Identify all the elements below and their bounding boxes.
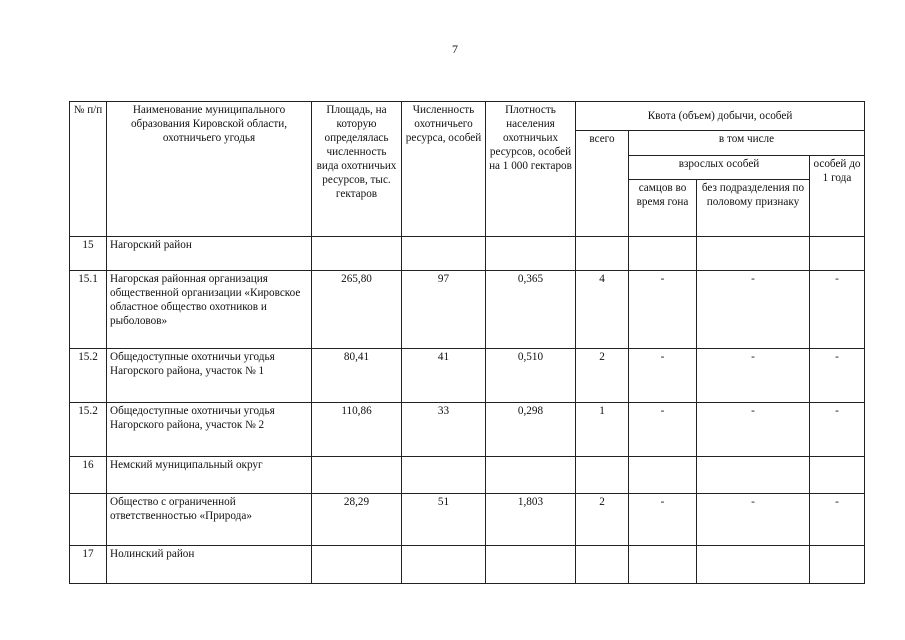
row-density [486, 546, 576, 584]
row-num: 16 [70, 457, 107, 494]
table-row [70, 237, 865, 271]
header-including: в том числе [629, 131, 865, 156]
row-males-rut [629, 237, 697, 271]
row-name: Общедоступные охотничьи угодья Нагорского района, участок № 1 [107, 349, 312, 403]
row-name: Общество с ограниченной ответственностью «Природа» [107, 494, 312, 546]
header-density: Плотность населения охотничьих ресурсов, особей на 1 000 гектаров [486, 102, 576, 237]
row-no-sex: - [697, 494, 810, 546]
header-quota: Квота (объем) добычи, особей [576, 102, 865, 131]
header-total: всего [576, 131, 629, 237]
row-under-one [810, 237, 865, 271]
table-row [70, 546, 865, 584]
header-num: № п/п [70, 102, 107, 237]
row-no-sex: - [697, 349, 810, 403]
row-name: Нагорская районная организация общественной организации «Кировское областное общество охотников и рыболовов» [107, 271, 312, 349]
table-row [70, 457, 865, 494]
row-area: 110,86 [312, 403, 402, 457]
table-row [70, 403, 865, 457]
row-name: Общедоступные охотничьи угодья Нагорского района, участок № 2 [107, 403, 312, 457]
row-num: 15.1 [70, 271, 107, 349]
row-under-one [810, 546, 865, 584]
row-num [70, 494, 107, 546]
row-males-rut: - [629, 271, 697, 349]
table-row [70, 494, 865, 546]
row-density: 0,298 [486, 403, 576, 457]
row-total [576, 237, 629, 271]
row-under-one: - [810, 403, 865, 457]
row-num: 15.2 [70, 403, 107, 457]
row-males-rut: - [629, 349, 697, 403]
row-population: 33 [402, 403, 486, 457]
row-no-sex: - [697, 403, 810, 457]
row-total [576, 457, 629, 494]
row-area: 28,29 [312, 494, 402, 546]
row-total: 2 [576, 349, 629, 403]
row-num: 15.2 [70, 349, 107, 403]
row-total [576, 546, 629, 584]
row-population [402, 237, 486, 271]
row-name: Нагорский район [107, 237, 312, 271]
row-density [486, 457, 576, 494]
row-density: 0,510 [486, 349, 576, 403]
header-males-rut: самцов во время гона [629, 180, 697, 237]
row-no-sex [697, 457, 810, 494]
row-num: 15 [70, 237, 107, 271]
row-name: Нолинский район [107, 546, 312, 584]
row-total: 2 [576, 494, 629, 546]
row-under-one: - [810, 494, 865, 546]
row-name: Немский муниципальный округ [107, 457, 312, 494]
row-males-rut: - [629, 403, 697, 457]
row-area: 265,80 [312, 271, 402, 349]
row-population [402, 457, 486, 494]
row-area: 80,41 [312, 349, 402, 403]
header-population: Численность охотничьего ресурса, особей [402, 102, 486, 237]
row-males-rut [629, 546, 697, 584]
row-under-one [810, 457, 865, 494]
header-adults: взрослых особей [629, 156, 810, 180]
row-total: 4 [576, 271, 629, 349]
row-males-rut [629, 457, 697, 494]
row-under-one: - [810, 271, 865, 349]
row-under-one: - [810, 349, 865, 403]
header-no-sex-division: без подразделения по половому признаку [697, 180, 810, 237]
row-density: 1,803 [486, 494, 576, 546]
row-total: 1 [576, 403, 629, 457]
page-number: 7 [452, 42, 458, 56]
row-density [486, 237, 576, 271]
header-name: Наименование муниципального образования Кировской области, охотничьего угодья [107, 102, 312, 237]
quota-table [69, 101, 865, 584]
row-population: 97 [402, 271, 486, 349]
row-population: 41 [402, 349, 486, 403]
table-row [70, 271, 865, 349]
row-no-sex [697, 546, 810, 584]
row-area [312, 237, 402, 271]
header-under-one: особей до 1 года [810, 156, 865, 237]
row-num: 17 [70, 546, 107, 584]
row-no-sex: - [697, 271, 810, 349]
row-density: 0,365 [486, 271, 576, 349]
row-no-sex [697, 237, 810, 271]
row-population: 51 [402, 494, 486, 546]
row-area [312, 546, 402, 584]
header-area: Площадь, на которую определялась численность вида охотничьих ресурсов, тыс. гектаров [312, 102, 402, 237]
row-population [402, 546, 486, 584]
row-males-rut: - [629, 494, 697, 546]
row-area [312, 457, 402, 494]
table-row [70, 349, 865, 403]
